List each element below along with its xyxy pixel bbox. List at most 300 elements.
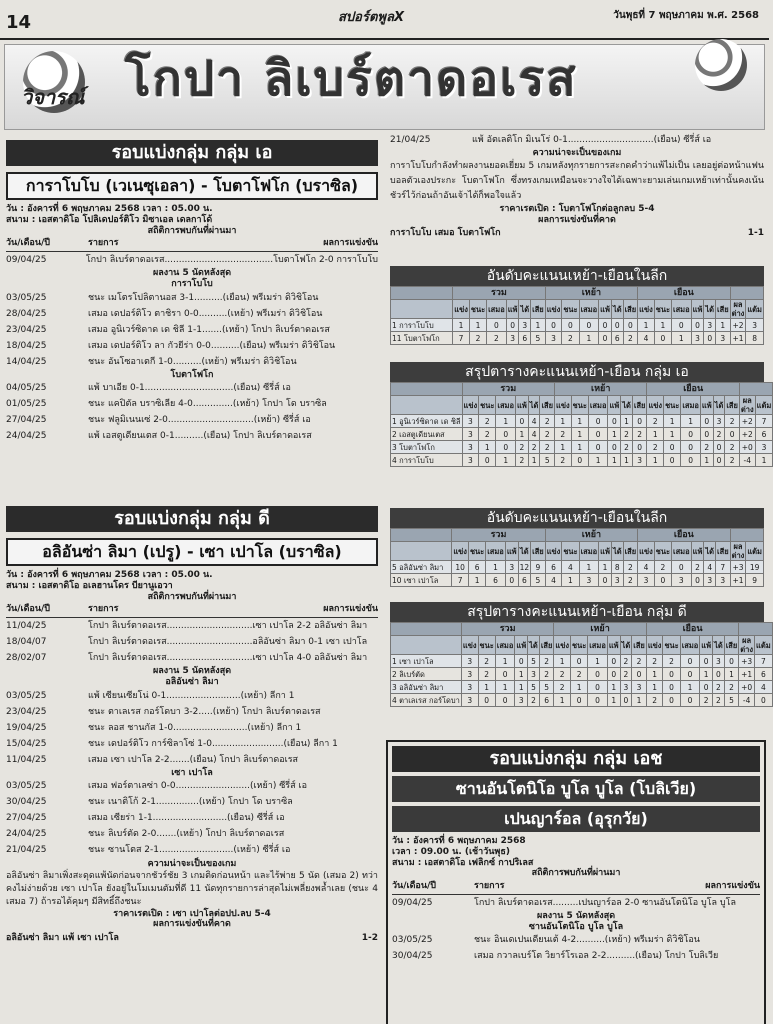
- table-row: 30/04/25 เสมอ กวาลเบร์โต วิยาร์โรเอล 2-2..........(เยือน) โกปา โบลิเวีย: [392, 951, 719, 962]
- stat-cell: 0: [691, 574, 704, 587]
- stat-cell: 0: [724, 655, 739, 668]
- stat-cell: 0: [611, 319, 623, 332]
- stat-cell: 1: [632, 694, 647, 707]
- stat-cell: 1: [579, 332, 599, 345]
- group-col: รวม: [462, 383, 554, 396]
- stat-cell: 2: [700, 441, 713, 454]
- stat-cell: 0: [506, 319, 519, 332]
- stat-cell: 5: [539, 681, 554, 694]
- standings-row: [391, 694, 773, 707]
- stat-cell: 2: [632, 428, 647, 441]
- stat-col: แพ้: [599, 542, 612, 561]
- stat-col: เสีย: [531, 300, 546, 319]
- stat-cell: 7: [452, 574, 469, 587]
- stat-col: เสมอ: [680, 636, 700, 655]
- stat-cell: 0: [495, 668, 515, 681]
- stat-cell: 2: [632, 655, 647, 668]
- standings-row: [391, 454, 773, 467]
- group-col: เยือน: [646, 623, 738, 636]
- stat-cell: 0: [663, 668, 680, 681]
- standings-row: [391, 415, 773, 428]
- stat-cell: 0: [672, 561, 692, 574]
- stat-col: เสมอ: [588, 396, 608, 415]
- stat-cell: 1: [664, 415, 681, 428]
- stat-col: แข่ง: [638, 300, 655, 319]
- stat-cell: 1: [528, 454, 540, 467]
- team-col: [391, 623, 462, 636]
- stat-col: เสมอ: [486, 542, 506, 561]
- stat-cell: 1: [664, 428, 681, 441]
- team-a-title: ซานอันโตนิโอ บูโล บูโล (โบลิเวีย): [392, 776, 760, 802]
- stat-cell: 5: [531, 574, 546, 587]
- standings-row: [391, 319, 764, 332]
- table-row: 03/05/25 แพ้ เซียนเซียโน่ 0-1..........................(เหย้า) ลีกา 1: [6, 690, 295, 701]
- team-name: 11 โบตาโฟโก: [391, 332, 453, 345]
- stat-col: แข่ง: [638, 542, 655, 561]
- team-name: 2 ลิเบร์ตัด: [391, 668, 462, 681]
- team-a-name: อลิอันซ่า ลิมา: [165, 677, 219, 688]
- stat-col: เสมอ: [495, 636, 515, 655]
- stat-cell: 5: [528, 655, 540, 668]
- standings-table: [390, 382, 773, 467]
- team-col: [391, 529, 452, 542]
- table-row: 15/04/25 ชนะ เดปอร์ติโว การ์ซิลาโซ่ 1-0.........................(เยือน) ลีกา 1: [6, 738, 338, 749]
- standings-title: อันดับคะแนนเหย้า-เยือนในลีก: [390, 508, 764, 528]
- stat-cell: 6: [518, 574, 531, 587]
- standings-row: [391, 441, 773, 454]
- stat-cell: 2: [725, 441, 740, 454]
- last5-heading: ผลงาน 5 นัดหลังสุด: [152, 666, 232, 677]
- stat-cell: 0: [664, 441, 681, 454]
- stat-cell: 3: [515, 694, 528, 707]
- stat-cell: 0: [632, 668, 647, 681]
- stat-cell: 1: [700, 454, 713, 467]
- stat-cell: 2: [725, 454, 740, 467]
- stat-cell: 1: [562, 574, 579, 587]
- stat-col: แข่ง: [646, 636, 663, 655]
- match-venue: สนาม : เอสตาดิโอ เฟลิกซ์ กาปริเลส: [392, 857, 534, 868]
- h2h-header: วัน/เดือน/ปี รายการ ผลการแข่งขัน: [6, 602, 378, 618]
- stat-cell: 3: [462, 454, 479, 467]
- stat-col: ชนะ: [469, 300, 486, 319]
- stat-cell: 3: [716, 332, 731, 345]
- stat-cell: 1: [716, 319, 731, 332]
- gd-col: ผลต่าง: [731, 542, 745, 560]
- table-row: 21/04/25 ชนะ ซานโตส 2-1..........................(เหย้า) ซีรี่ส์ เอ: [6, 845, 291, 856]
- stat-col: เสีย: [632, 396, 647, 415]
- stat-cell: 1: [469, 319, 486, 332]
- stat-cell: 2: [469, 332, 486, 345]
- stat-cell: 3: [638, 574, 655, 587]
- prediction-row: [6, 930, 378, 946]
- stat-cell: 6: [611, 332, 623, 345]
- group-col: รวม: [461, 623, 553, 636]
- stat-cell: 1: [621, 454, 633, 467]
- stat-cell: 6: [545, 561, 562, 574]
- stat-cell: 0: [700, 655, 713, 668]
- stat-cell: 0: [713, 668, 725, 681]
- team-col: [391, 300, 453, 319]
- stat-cell: 0: [608, 415, 621, 428]
- stat-col: แข่ง: [461, 636, 478, 655]
- last5-heading: ผลงาน 5 นัดหลังสุด: [152, 268, 232, 279]
- stat-cell: 2: [623, 561, 638, 574]
- col-date: วัน/เดือน/ปี: [6, 238, 50, 249]
- team-col: [391, 542, 452, 561]
- group-a-preview: [6, 140, 378, 445]
- group-col: เหย้า: [554, 623, 646, 636]
- standings-group-header: [391, 529, 764, 542]
- gd-cell: +0: [739, 441, 755, 454]
- analysis-heading: ความน่าจะเป็นของเกม: [147, 858, 237, 869]
- h2h-header: วัน/เดือน/ปี รายการ ผลการแข่งขัน: [392, 879, 760, 895]
- stat-col: แข่ง: [452, 542, 469, 561]
- stat-col: ชนะ: [654, 542, 671, 561]
- stat-cell: 5: [540, 454, 555, 467]
- stat-col: แพ้: [691, 542, 704, 561]
- standings-row: [391, 332, 764, 345]
- odds-line: ราคาเรตเปิด : เซา เปาโลต่อปป.ลบ 5-4: [113, 908, 271, 919]
- stat-cell: 3: [620, 681, 632, 694]
- stat-cell: 0: [680, 668, 700, 681]
- stat-col: เสีย: [623, 300, 638, 319]
- group-h-preview: [386, 740, 766, 1024]
- stat-cell: 2: [570, 668, 587, 681]
- stat-cell: 0: [515, 655, 528, 668]
- team-col: [391, 396, 463, 415]
- stat-cell: 5: [528, 681, 540, 694]
- stat-cell: 4: [562, 561, 579, 574]
- match-datetime: วัน : อังคารที่ 6 พฤษภาคม 2568 เวลา : 05.00 น.: [6, 570, 213, 580]
- stat-cell: 12: [519, 562, 530, 572]
- stat-cell: 7: [716, 561, 731, 574]
- stat-cell: 1: [554, 655, 571, 668]
- stat-cell: 0: [599, 574, 612, 587]
- stat-cell: 4: [528, 415, 540, 428]
- team-col: [391, 636, 462, 655]
- stat-cell: 2: [725, 415, 740, 428]
- table-a-group: [390, 362, 772, 467]
- group-a-title: รอบแบ่งกลุ่ม กลุ่ม เอ: [6, 140, 378, 166]
- stat-col: แพ้: [506, 300, 519, 319]
- gd-cell: +2: [739, 415, 755, 428]
- pts-cell: 6: [755, 668, 773, 681]
- stat-cell: 0: [663, 681, 680, 694]
- stat-col: แข่ง: [554, 396, 571, 415]
- stat-col: เสีย: [716, 542, 731, 561]
- stat-cell: 1: [681, 415, 701, 428]
- publication-logo: สปอร์ตพูลX: [338, 10, 404, 25]
- group-col: รวม: [452, 529, 545, 542]
- stat-col: ชนะ: [562, 542, 579, 561]
- stat-cell: 1: [486, 561, 506, 574]
- stat-cell: 0: [562, 319, 579, 332]
- stat-cell: 1: [700, 668, 713, 681]
- group-a-match-title: การาโบโบ (เวเนซุเอลา) - โบตาโฟโก (บราซิล): [6, 172, 378, 200]
- pts-cell: 8: [746, 332, 764, 345]
- pts-cell: 7: [755, 655, 773, 668]
- stat-cell: 2: [516, 441, 529, 454]
- standings-col-header: [391, 396, 773, 415]
- stat-cell: 6: [486, 574, 506, 587]
- stat-cell: 3: [545, 332, 562, 345]
- group-h-title: รอบแบ่งกลุ่ม กลุ่ม เอช: [392, 746, 760, 772]
- match-date: วัน : อังคารที่ 6 พฤษภาคม 2568: [392, 836, 526, 846]
- stat-col: เสมอ: [487, 300, 507, 319]
- pts-cell: 1: [755, 454, 773, 467]
- group-d-match-title: อลิอันซ่า ลิมา (เปรู) - เซา เปาโล (บราซิล): [6, 538, 378, 566]
- h2h-header: [6, 236, 378, 252]
- stat-cell: 1: [479, 441, 496, 454]
- stat-cell: 2: [621, 441, 633, 454]
- stat-col: เสีย: [539, 636, 554, 655]
- stat-cell: 1: [672, 332, 692, 345]
- pts-cell: 19: [746, 561, 764, 574]
- stat-cell: 0: [496, 441, 516, 454]
- stat-cell: 3: [462, 441, 479, 454]
- stat-cell: 1: [680, 681, 700, 694]
- group-a-continued: [390, 132, 764, 241]
- stat-cell: 1: [608, 428, 621, 441]
- page-number: 14: [6, 12, 32, 33]
- stat-cell: 1: [554, 441, 571, 454]
- h2h-heading: สถิติการพบกันที่ผ่านมา: [531, 868, 621, 879]
- analysis-text: อลิอันซ่า ลิมาเพิ่งสะดุดแพ้นัดก่อนจากชัวร์ชัย 3 เกมติดก่อนหน้า และไร้พ่าย 5 นัด (เสมอ 2) ทว่าคงไม่ง่ายด้วย เซา เปาโล ยังอยู่ในโมเมนตัมที่ดี 11 นัดทุกรายการล่าสุดไม่เพลี่ยงพล้ำเลย (ชนะ 4 เสมอ 7) ถ้ารอได้คุมๆ มีสิทธิ์ถึงชนะ: [6, 870, 378, 907]
- last5-heading: ผลงาน 5 นัดหลังสุด: [536, 911, 616, 922]
- match-venue: สนาม : เอสตาดิโอ อเลฮานโดร บียานูเอวา: [6, 580, 173, 591]
- stat-cell: 0: [713, 454, 725, 467]
- stat-cell: 2: [713, 694, 725, 707]
- table-row: 23/04/25 ชนะ ตาเลเรส กอร์โดบา 3-2.....(เหย้า) โกปา ลิเบร์ตาดอเรส: [6, 706, 321, 717]
- stat-cell: 1: [453, 319, 470, 332]
- column-banner: [4, 44, 765, 130]
- issue-date: วันพุธที่ 7 พฤษภาคม พ.ศ. 2568: [613, 10, 759, 21]
- stat-cell: 0: [691, 319, 704, 332]
- stat-cell: 2: [620, 668, 632, 681]
- team-b-name: เซา เปาโล: [171, 767, 213, 778]
- stat-cell: 1: [554, 415, 571, 428]
- h2h-heading: สถิติการพบกันที่ผ่านมา: [147, 225, 237, 236]
- team-b-name: โบตาโฟโก: [170, 369, 214, 380]
- stat-cell: 0: [588, 428, 608, 441]
- extra-col: [739, 623, 772, 636]
- stat-cell: 3: [672, 574, 692, 587]
- stat-col: เสมอ: [579, 542, 599, 561]
- banner-prefix: วิจารณ์: [21, 85, 85, 109]
- stat-cell: 6: [468, 561, 485, 574]
- team-a-name: ซานอันโตนิโอ บูโล บูโล: [528, 921, 624, 932]
- stat-cell: 3: [716, 574, 731, 587]
- stat-cell: 9: [531, 561, 546, 574]
- team-name: 5 อลิอันซ่า ลิมา: [391, 561, 452, 574]
- standings-table: [390, 528, 764, 587]
- stat-cell: 0: [725, 428, 740, 441]
- stat-cell: 1: [571, 441, 588, 454]
- stat-cell: 0: [571, 454, 588, 467]
- gd-cell: +2: [730, 319, 746, 332]
- stat-cell: 5: [724, 694, 739, 707]
- stat-cell: 1: [579, 561, 599, 574]
- stat-col: แพ้: [516, 396, 529, 415]
- stat-col: ชนะ: [562, 300, 579, 319]
- stat-cell: 0: [607, 668, 620, 681]
- stat-cell: 2: [478, 655, 495, 668]
- stat-cell: 0: [620, 694, 632, 707]
- stat-cell: 2: [479, 428, 496, 441]
- stat-col: เสมอ: [496, 396, 516, 415]
- stat-cell: 0: [495, 694, 515, 707]
- standings-row: [391, 574, 764, 587]
- standings-title: อันดับคะแนนเหย้า-เยือนในลีก: [390, 266, 764, 286]
- standings-col-header: [391, 542, 764, 561]
- stat-cell: 3: [461, 694, 478, 707]
- table-row: 27/04/25 ชนะ ฟลูมิเนนเซ่ 2-0..............................(เหย้า) ซีรี่ส์ เอ: [6, 415, 311, 426]
- stat-cell: 2: [713, 681, 725, 694]
- stat-cell: 0: [700, 681, 713, 694]
- stat-cell: 3: [505, 561, 518, 574]
- stat-cell: 1: [647, 454, 664, 467]
- extra-col: [730, 529, 763, 542]
- stat-cell: 2: [623, 332, 638, 345]
- stat-cell: 0: [632, 441, 647, 454]
- gd-cell: -4: [739, 454, 755, 467]
- gd-col: ผลต่าง: [731, 300, 745, 318]
- stat-cell: 1: [646, 668, 663, 681]
- stat-cell: 3: [462, 428, 479, 441]
- stat-cell: 1: [608, 454, 621, 467]
- pts-cell: 6: [755, 428, 773, 441]
- stat-col: เสมอ: [588, 636, 608, 655]
- stat-cell: 3: [704, 319, 716, 332]
- standings-row: [391, 428, 773, 441]
- stat-cell: 4: [704, 561, 716, 574]
- gd-cell: +0: [739, 681, 755, 694]
- stat-col: เสีย: [623, 542, 638, 561]
- stat-cell: 4: [638, 332, 655, 345]
- team-col: [391, 383, 463, 396]
- standings-row: [391, 655, 773, 668]
- stat-cell: 3: [611, 574, 623, 587]
- group-d-preview: [6, 506, 378, 946]
- stat-cell: 0: [516, 415, 529, 428]
- stat-col: ได้: [528, 636, 540, 655]
- table-row: 04/05/25 แพ้ บาเอีย 0-1...............................(เยือน) ซีรี่ส์ เอ: [6, 383, 291, 394]
- stat-cell: 0: [700, 428, 713, 441]
- stat-cell: 1: [621, 415, 633, 428]
- stat-cell: 2: [700, 694, 713, 707]
- standings-table: [390, 622, 773, 707]
- pts-cell: 0: [755, 694, 773, 707]
- stat-cell: 2: [539, 668, 554, 681]
- table-row: 01/05/25 ชนะ แคปิตัล บราซิเลีย 4-0..............(เหย้า) โกปา โด บราซิล: [6, 399, 327, 410]
- stat-cell: 1: [588, 655, 608, 668]
- stat-cell: 2: [647, 441, 664, 454]
- analysis-heading: ความน่าจะเป็นของเกม: [532, 148, 622, 158]
- stat-cell: 7: [453, 332, 470, 345]
- stat-col: ชนะ: [570, 636, 587, 655]
- stat-col: แข่ง: [545, 542, 562, 561]
- stat-col: ได้: [518, 542, 531, 561]
- stat-cell: 1: [478, 681, 495, 694]
- stat-col: ชนะ: [478, 636, 495, 655]
- table-row: 09/04/25 โกปา ลิเบร์ตาดอเรส......................................โบตาโฟโก 2-0 การาโบโบ: [6, 254, 378, 265]
- table-row: 11/04/25 โกปา ลิเบร์ตาดอเรส..............................เซา เปาโล 2-2 อลิอันซ่า ลิมา: [6, 620, 368, 631]
- gd-cell: +3: [739, 655, 755, 668]
- table-d-group: [390, 602, 771, 707]
- stat-cell: 0: [664, 454, 681, 467]
- group-col: เหย้า: [545, 287, 637, 300]
- stat-cell: 0: [479, 454, 496, 467]
- gd-cell: +2: [739, 428, 755, 441]
- pts-cell: 3: [755, 441, 773, 454]
- stat-cell: 2: [554, 454, 571, 467]
- stat-cell: 0: [623, 319, 638, 332]
- stat-cell: 0: [496, 428, 516, 441]
- stat-col: เสีย: [531, 542, 546, 561]
- stat-cell: 0: [704, 332, 716, 345]
- extra-col: [739, 383, 772, 396]
- standings-group-header: [391, 383, 773, 396]
- stat-col: ได้: [611, 300, 623, 319]
- stat-cell: 1: [724, 668, 739, 681]
- gd-cell: -4: [739, 694, 755, 707]
- stat-cell: 0: [588, 694, 608, 707]
- stat-cell: 5: [531, 332, 546, 345]
- stat-col: แพ้: [691, 300, 704, 319]
- team-name: 1 เซา เปาโล: [391, 655, 462, 668]
- stat-cell: 2: [620, 655, 632, 668]
- table-row: 24/04/25 ชนะ ลิเบร์ตัด 2-0.......(เหย้า) โกปา ลิเบร์ตาดอเรส: [6, 829, 285, 840]
- stat-cell: 4: [638, 561, 655, 574]
- stat-col: แข่ง: [453, 300, 470, 319]
- stat-cell: 0: [700, 415, 713, 428]
- stat-cell: 0: [588, 681, 608, 694]
- h2h-heading: สถิติการพบกันที่ผ่านมา: [147, 591, 237, 602]
- stat-cell: 1: [515, 668, 528, 681]
- stat-cell: 0: [570, 655, 587, 668]
- stat-col: แข่ง: [554, 636, 571, 655]
- group-col: เยือน: [638, 287, 730, 300]
- stat-col: ได้: [713, 396, 725, 415]
- analysis-text: การาโบโบกำลังทำผลงานยอดเยี่ยม 5 เกมหลังทุกรายการสะกดคำว่าแพ้ไม่เป็น เลยอยู่ต่อหน้าแฟนบอลตัวเองประกะ โบตาโฟโก ซึ่งทรงเกมเหมือนจะวางใจได้เฉพาะยามเล่นเกมเหย้าเท่านั้นคงเน้นชัวร์ไว้ก่อนถ้าอันเจ้าได้ก็พอใจแล้ว: [390, 160, 764, 201]
- stat-cell: 3: [461, 668, 478, 681]
- table-row: 19/04/25 ชนะ ลอส ชานกัส 1-0..........................(เหย้า) ลีกา 1: [6, 722, 302, 733]
- stat-cell: 0: [588, 441, 608, 454]
- stat-cell: 2: [539, 655, 554, 668]
- table-row: 21/04/25 แพ้ อัตเลติโก มิเนโร่ 0-1..............................(เยือน) ซีรี่ส์ เอ: [390, 134, 712, 145]
- stat-cell: 2: [654, 561, 671, 574]
- stat-col: เสีย: [725, 396, 740, 415]
- stat-cell: 3: [506, 332, 519, 345]
- stat-cell: 0: [607, 655, 620, 668]
- standings-title: สรุปตารางคะแนนเหย้า-เยือน กลุ่ม เอ: [390, 362, 764, 382]
- stat-cell: 3: [632, 454, 647, 467]
- table-row: 28/02/07 โกปา ลิเบร์ตาดอเรส..............................เซา เปาโล 4-0 อลิอันซ่า ลิมา: [6, 652, 368, 663]
- stat-cell: 3: [461, 681, 478, 694]
- stat-col: แข่ง: [462, 396, 479, 415]
- team-name: 1 อูนิเวร์ซิดาด เด ชิลี: [392, 416, 461, 426]
- stat-cell: 1: [646, 681, 663, 694]
- standings-row: [391, 668, 773, 681]
- pts-col: แต้ม: [755, 396, 773, 415]
- stat-cell: 0: [599, 332, 612, 345]
- stat-cell: 1: [496, 415, 516, 428]
- stat-cell: 0: [588, 415, 608, 428]
- stat-cell: 0: [681, 441, 701, 454]
- stat-cell: 6: [519, 332, 531, 345]
- stat-cell: 0: [478, 694, 495, 707]
- stat-cell: 2: [621, 428, 633, 441]
